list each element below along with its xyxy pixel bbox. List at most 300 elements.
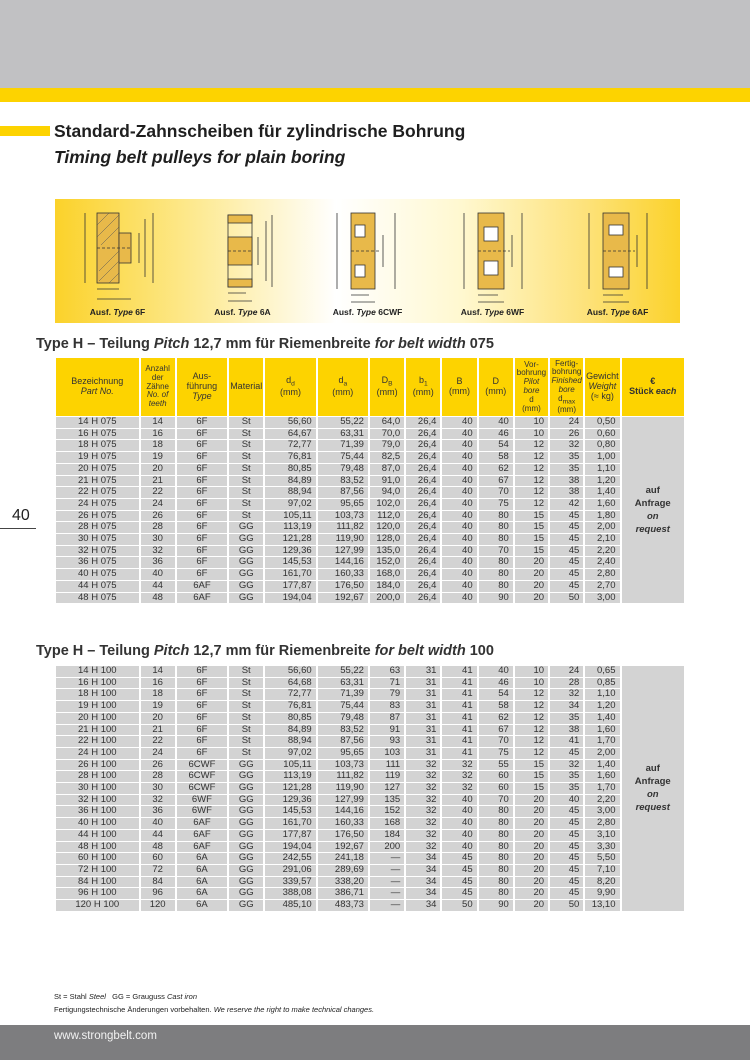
- col-db: $D_B$ (mm): [370, 358, 404, 416]
- drawing-caption: Ausf. Type 6WF: [460, 307, 525, 317]
- cell-material: GG: [229, 888, 263, 899]
- drawing-caption: Ausf. Type 6CWF: [332, 307, 403, 317]
- cell-type: 6CWF: [177, 760, 227, 771]
- table-row: [56, 546, 684, 557]
- cell-teeth: 19: [141, 701, 175, 712]
- table-body: [56, 417, 684, 603]
- cell-b: 40: [442, 487, 476, 498]
- cell-teeth: 21: [141, 725, 175, 736]
- cell-pilot-bore: 15: [515, 511, 548, 522]
- cell-finished-bore: 41: [550, 736, 583, 747]
- cell-b: 41: [442, 713, 476, 724]
- cell-b: 41: [442, 736, 476, 747]
- cell-part-no: 26 H 075: [56, 511, 139, 522]
- cell-da: 79,48: [318, 464, 368, 475]
- cell-d: 54: [479, 689, 513, 700]
- cell-pilot-bore: 20: [515, 888, 548, 899]
- cell-type: 6F: [177, 534, 227, 545]
- cell-material: GG: [229, 818, 263, 829]
- cell-pilot-bore: 20: [515, 842, 548, 853]
- table-row: [56, 725, 684, 736]
- cell-material: St: [229, 701, 263, 712]
- cell-db: 87: [370, 713, 404, 724]
- cell-weight: 2,20: [585, 795, 619, 806]
- cell-teeth: 32: [141, 795, 175, 806]
- cell-part-no: 18 H 100: [56, 689, 139, 700]
- cell-finished-bore: 45: [550, 522, 583, 533]
- cell-da: 338,20: [318, 877, 368, 888]
- drawing-type-6cwf: [305, 199, 430, 323]
- material-legend: St = Stahl Steel GG = Grauguss Cast iron: [54, 992, 198, 1001]
- cell-finished-bore: 45: [550, 546, 583, 557]
- cell-d: 70: [479, 795, 513, 806]
- cell-d: 80: [479, 830, 513, 841]
- cell-d: 46: [479, 678, 513, 689]
- cell-dd: 105,11: [265, 760, 315, 771]
- cell-d: 80: [479, 557, 513, 568]
- cell-d: 90: [479, 593, 513, 604]
- cell-db: 128,0: [370, 534, 404, 545]
- cell-dd: 97,02: [265, 499, 315, 510]
- table-row: [56, 476, 684, 487]
- cell-db: 93: [370, 736, 404, 747]
- cell-pilot-bore: 10: [515, 678, 548, 689]
- cell-finished-bore: 45: [550, 511, 583, 522]
- cell-material: GG: [229, 557, 263, 568]
- table-row: [56, 534, 684, 545]
- cell-material: St: [229, 429, 263, 440]
- col-type: Aus- führung Type: [177, 358, 227, 416]
- cell-da: 75,44: [318, 452, 368, 463]
- col-b: B (mm): [442, 358, 476, 416]
- cell-material: GG: [229, 806, 263, 817]
- cell-finished-bore: 45: [550, 748, 583, 759]
- price-note-en1: on: [646, 511, 659, 523]
- cell-db: 135: [370, 795, 404, 806]
- cell-db: 79,0: [370, 440, 404, 451]
- cell-pilot-bore: 12: [515, 499, 548, 510]
- cell-pilot-bore: 20: [515, 581, 548, 592]
- cell-finished-bore: 45: [550, 830, 583, 841]
- cell-finished-bore: 35: [550, 783, 583, 794]
- table-row: [56, 689, 684, 700]
- cell-finished-bore: 50: [550, 900, 583, 911]
- cell-material: St: [229, 689, 263, 700]
- cell-material: St: [229, 476, 263, 487]
- cell-dd: 194,04: [265, 842, 315, 853]
- cell-da: 111,82: [318, 522, 368, 533]
- cell-db: 168,0: [370, 569, 404, 580]
- col-b1: $b_1$ (mm): [406, 358, 440, 416]
- cell-part-no: 28 H 075: [56, 522, 139, 533]
- cell-b1: 31: [406, 689, 440, 700]
- table-row: [56, 806, 684, 817]
- cell-weight: 1,60: [585, 499, 619, 510]
- cell-db: 79: [370, 689, 404, 700]
- table-row: [56, 830, 684, 841]
- cell-d: 80: [479, 511, 513, 522]
- cell-material: GG: [229, 900, 263, 911]
- cell-material: St: [229, 464, 263, 475]
- cell-type: 6F: [177, 713, 227, 724]
- cell-b1: 26,4: [406, 487, 440, 498]
- cell-db: 127: [370, 783, 404, 794]
- pulley-drawings-strip: [55, 199, 680, 323]
- drawing-type-6wf: [430, 199, 555, 323]
- pulley-6wf-drawing-icon: [450, 205, 540, 305]
- table-row: [56, 888, 684, 899]
- cell-teeth: 26: [141, 511, 175, 522]
- cell-b: 40: [442, 452, 476, 463]
- cell-type: 6F: [177, 452, 227, 463]
- cell-dd: 485,10: [265, 900, 315, 911]
- cell-type: 6AF: [177, 830, 227, 841]
- cell-material: GG: [229, 522, 263, 533]
- cell-d: 58: [479, 701, 513, 712]
- cell-type: 6A: [177, 853, 227, 864]
- cell-b: 45: [442, 888, 476, 899]
- cell-part-no: 40 H 100: [56, 818, 139, 829]
- cell-part-no: 40 H 075: [56, 569, 139, 580]
- cell-b1: 32: [406, 842, 440, 853]
- cell-pilot-bore: 15: [515, 771, 548, 782]
- cell-part-no: 84 H 100: [56, 877, 139, 888]
- pulley-6f-drawing-icon: [75, 205, 165, 305]
- cell-b: 41: [442, 701, 476, 712]
- cell-b1: 34: [406, 877, 440, 888]
- cell-teeth: 16: [141, 429, 175, 440]
- col-weight: Gewicht Weight (≈ kg): [585, 358, 619, 416]
- cell-weight: 1,20: [585, 476, 619, 487]
- cell-b: 40: [442, 581, 476, 592]
- cell-b: 40: [442, 795, 476, 806]
- cell-part-no: 44 H 075: [56, 581, 139, 592]
- cell-weight: 1,40: [585, 487, 619, 498]
- cell-material: GG: [229, 795, 263, 806]
- cell-finished-bore: 24: [550, 666, 583, 677]
- cell-d: 60: [479, 771, 513, 782]
- cell-teeth: 40: [141, 569, 175, 580]
- cell-da: 55,22: [318, 417, 368, 428]
- cell-teeth: 21: [141, 476, 175, 487]
- cell-da: 87,56: [318, 487, 368, 498]
- cell-teeth: 14: [141, 666, 175, 677]
- spec-table-100: [54, 665, 686, 912]
- cell-db: 91: [370, 725, 404, 736]
- cell-dd: 121,28: [265, 534, 315, 545]
- cell-material: St: [229, 452, 263, 463]
- cell-da: 192,67: [318, 842, 368, 853]
- cell-type: 6F: [177, 487, 227, 498]
- cell-da: 103,73: [318, 760, 368, 771]
- cell-b: 32: [442, 760, 476, 771]
- cell-dd: 194,04: [265, 593, 315, 604]
- cell-finished-bore: 38: [550, 725, 583, 736]
- cell-d: 62: [479, 713, 513, 724]
- cell-weight: 7,10: [585, 865, 619, 876]
- cell-dd: 291,06: [265, 865, 315, 876]
- cell-dd: 80,85: [265, 464, 315, 475]
- cell-material: St: [229, 713, 263, 724]
- cell-pilot-bore: 12: [515, 748, 548, 759]
- cell-teeth: 48: [141, 593, 175, 604]
- cell-material: St: [229, 511, 263, 522]
- cell-dd: 177,87: [265, 581, 315, 592]
- cell-db: 102,0: [370, 499, 404, 510]
- cell-db: 184: [370, 830, 404, 841]
- cell-type: 6F: [177, 464, 227, 475]
- cell-da: 289,69: [318, 865, 368, 876]
- cell-part-no: 44 H 100: [56, 830, 139, 841]
- cell-weight: 1,40: [585, 760, 619, 771]
- cell-d: 70: [479, 487, 513, 498]
- cell-b1: 26,4: [406, 440, 440, 451]
- cell-finished-bore: 35: [550, 771, 583, 782]
- cell-part-no: 20 H 075: [56, 464, 139, 475]
- page-number-rule: [0, 528, 36, 529]
- cell-type: 6F: [177, 511, 227, 522]
- cell-dd: 80,85: [265, 713, 315, 724]
- cell-d: 80: [479, 842, 513, 853]
- cell-type: 6F: [177, 546, 227, 557]
- cell-dd: 145,53: [265, 806, 315, 817]
- cell-weight: 2,80: [585, 818, 619, 829]
- cell-material: St: [229, 417, 263, 428]
- cell-teeth: 24: [141, 499, 175, 510]
- cell-d: 75: [479, 748, 513, 759]
- cell-type: 6F: [177, 557, 227, 568]
- cell-weight: 8,20: [585, 877, 619, 888]
- cell-da: 119,90: [318, 534, 368, 545]
- cell-pilot-bore: 12: [515, 725, 548, 736]
- cell-db: 94,0: [370, 487, 404, 498]
- cell-dd: 97,02: [265, 748, 315, 759]
- table-row: [56, 569, 684, 580]
- pulley-6af-drawing-icon: [575, 205, 665, 305]
- drawing-type-6a: [180, 199, 305, 323]
- cell-type: 6F: [177, 440, 227, 451]
- cell-material: St: [229, 499, 263, 510]
- cell-finished-bore: 35: [550, 452, 583, 463]
- cell-d: 67: [479, 476, 513, 487]
- cell-pilot-bore: 12: [515, 476, 548, 487]
- cell-d: 90: [479, 900, 513, 911]
- table-row: [56, 853, 684, 864]
- cell-material: St: [229, 487, 263, 498]
- cell-db: 91,0: [370, 476, 404, 487]
- cell-da: 127,99: [318, 546, 368, 557]
- cell-b1: 26,4: [406, 557, 440, 568]
- cell-part-no: 32 H 100: [56, 795, 139, 806]
- cell-part-no: 30 H 075: [56, 534, 139, 545]
- cell-type: 6F: [177, 417, 227, 428]
- cell-part-no: 16 H 100: [56, 678, 139, 689]
- cell-finished-bore: 45: [550, 806, 583, 817]
- cell-type: 6AF: [177, 593, 227, 604]
- cell-finished-bore: 32: [550, 760, 583, 771]
- cell-b1: 26,4: [406, 593, 440, 604]
- cell-finished-bore: 35: [550, 713, 583, 724]
- cell-b: 40: [442, 818, 476, 829]
- table-row: [56, 452, 684, 463]
- cell-pilot-bore: 20: [515, 795, 548, 806]
- cell-weight: 2,70: [585, 581, 619, 592]
- cell-b: 40: [442, 476, 476, 487]
- cell-weight: 1,70: [585, 736, 619, 747]
- cell-b: 40: [442, 511, 476, 522]
- cell-material: GG: [229, 842, 263, 853]
- website-link[interactable]: www.strongbelt.com: [54, 1030, 157, 1042]
- cell-teeth: 30: [141, 783, 175, 794]
- cell-part-no: 19 H 100: [56, 701, 139, 712]
- cell-d: 80: [479, 888, 513, 899]
- cell-weight: 0,85: [585, 678, 619, 689]
- cell-material: St: [229, 736, 263, 747]
- cell-teeth: 120: [141, 900, 175, 911]
- table-row: [56, 666, 684, 677]
- cell-finished-bore: 32: [550, 689, 583, 700]
- cell-type: 6A: [177, 865, 227, 876]
- table-row: [56, 499, 684, 510]
- cell-pilot-bore: 15: [515, 760, 548, 771]
- cell-part-no: 32 H 075: [56, 546, 139, 557]
- cell-part-no: 21 H 100: [56, 725, 139, 736]
- cell-dd: 64,67: [265, 429, 315, 440]
- cell-b: 41: [442, 725, 476, 736]
- cell-pilot-bore: 20: [515, 877, 548, 888]
- cell-b1: 26,4: [406, 546, 440, 557]
- cell-part-no: 36 H 100: [56, 806, 139, 817]
- table-row: [56, 511, 684, 522]
- cell-b: 40: [442, 546, 476, 557]
- cell-da: 241,18: [318, 853, 368, 864]
- cell-b1: 31: [406, 666, 440, 677]
- price-note-de1: auf: [645, 485, 660, 497]
- cell-part-no: 26 H 100: [56, 760, 139, 771]
- header-accent-stripe: [0, 88, 750, 102]
- cell-part-no: 48 H 075: [56, 593, 139, 604]
- cell-finished-bore: 45: [550, 865, 583, 876]
- cell-weight: 0,65: [585, 666, 619, 677]
- cell-weight: 1,60: [585, 771, 619, 782]
- cell-part-no: 20 H 100: [56, 713, 139, 724]
- cell-type: 6F: [177, 522, 227, 533]
- cell-b1: 26,4: [406, 534, 440, 545]
- cell-dd: 64,68: [265, 678, 315, 689]
- cell-b1: 32: [406, 806, 440, 817]
- table-row: [56, 593, 684, 604]
- table-row: [56, 464, 684, 475]
- table-row: [56, 678, 684, 689]
- drawing-type-6af: [555, 199, 680, 323]
- cell-type: 6AF: [177, 842, 227, 853]
- cell-type: 6CWF: [177, 783, 227, 794]
- table-row: [56, 487, 684, 498]
- cell-pilot-bore: 20: [515, 865, 548, 876]
- cell-dd: 88,94: [265, 736, 315, 747]
- cell-type: 6F: [177, 748, 227, 759]
- cell-pilot-bore: 12: [515, 464, 548, 475]
- cell-da: 71,39: [318, 689, 368, 700]
- cell-type: 6AF: [177, 818, 227, 829]
- cell-db: 71: [370, 678, 404, 689]
- cell-b: 40: [442, 429, 476, 440]
- cell-b: 40: [442, 534, 476, 545]
- cell-part-no: 120 H 100: [56, 900, 139, 911]
- price-note-de2: Anfrage: [634, 776, 671, 788]
- cell-material: GG: [229, 534, 263, 545]
- cell-part-no: 72 H 100: [56, 865, 139, 876]
- cell-type: 6F: [177, 666, 227, 677]
- cell-db: 184,0: [370, 581, 404, 592]
- cell-dd: 113,19: [265, 771, 315, 782]
- cell-teeth: 48: [141, 842, 175, 853]
- cell-weight: 1,00: [585, 452, 619, 463]
- col-teeth: Anzahl der Zähne No. of teeth: [141, 358, 175, 416]
- cell-b: 45: [442, 865, 476, 876]
- cell-material: GG: [229, 830, 263, 841]
- cell-material: GG: [229, 853, 263, 864]
- cell-pilot-bore: 20: [515, 557, 548, 568]
- cell-b: 50: [442, 900, 476, 911]
- cell-teeth: 96: [141, 888, 175, 899]
- price-note-en2: request: [635, 524, 670, 536]
- cell-db: 64,0: [370, 417, 404, 428]
- cell-d: 80: [479, 818, 513, 829]
- cell-material: St: [229, 666, 263, 677]
- cell-db: 152: [370, 806, 404, 817]
- price-note-de2: Anfrage: [634, 498, 671, 510]
- cell-pilot-bore: 20: [515, 830, 548, 841]
- price-note-en1: on: [646, 789, 659, 801]
- cell-type: 6F: [177, 429, 227, 440]
- cell-b1: 26,4: [406, 511, 440, 522]
- cell-finished-bore: 45: [550, 581, 583, 592]
- cell-b1: 26,4: [406, 522, 440, 533]
- cell-b1: 26,4: [406, 429, 440, 440]
- cell-da: 144,16: [318, 806, 368, 817]
- cell-b1: 26,4: [406, 452, 440, 463]
- cell-material: GG: [229, 546, 263, 557]
- cell-part-no: 96 H 100: [56, 888, 139, 899]
- cell-part-no: 30 H 100: [56, 783, 139, 794]
- cell-type: 6CWF: [177, 771, 227, 782]
- cell-b: 41: [442, 678, 476, 689]
- pulley-6cwf-drawing-icon: [325, 205, 415, 305]
- cell-teeth: 30: [141, 534, 175, 545]
- cell-teeth: 18: [141, 689, 175, 700]
- cell-dd: 339,57: [265, 877, 315, 888]
- disclaimer: Fertigungstechnische Änderungen vorbehalten. We reserve the right to make technical changes.: [54, 1005, 375, 1014]
- cell-material: GG: [229, 569, 263, 580]
- cell-d: 80: [479, 522, 513, 533]
- cell-db: —: [370, 900, 404, 911]
- cell-da: 160,33: [318, 569, 368, 580]
- price-on-request: [622, 666, 685, 911]
- cell-da: 176,50: [318, 581, 368, 592]
- cell-finished-bore: 35: [550, 464, 583, 475]
- cell-weight: 5,50: [585, 853, 619, 864]
- cell-b1: 34: [406, 865, 440, 876]
- cell-type: 6F: [177, 678, 227, 689]
- cell-b1: 31: [406, 748, 440, 759]
- cell-type: 6WF: [177, 795, 227, 806]
- cell-weight: 1,20: [585, 701, 619, 712]
- cell-dd: 76,81: [265, 701, 315, 712]
- cell-b1: 31: [406, 725, 440, 736]
- cell-material: GG: [229, 760, 263, 771]
- cell-b1: 31: [406, 678, 440, 689]
